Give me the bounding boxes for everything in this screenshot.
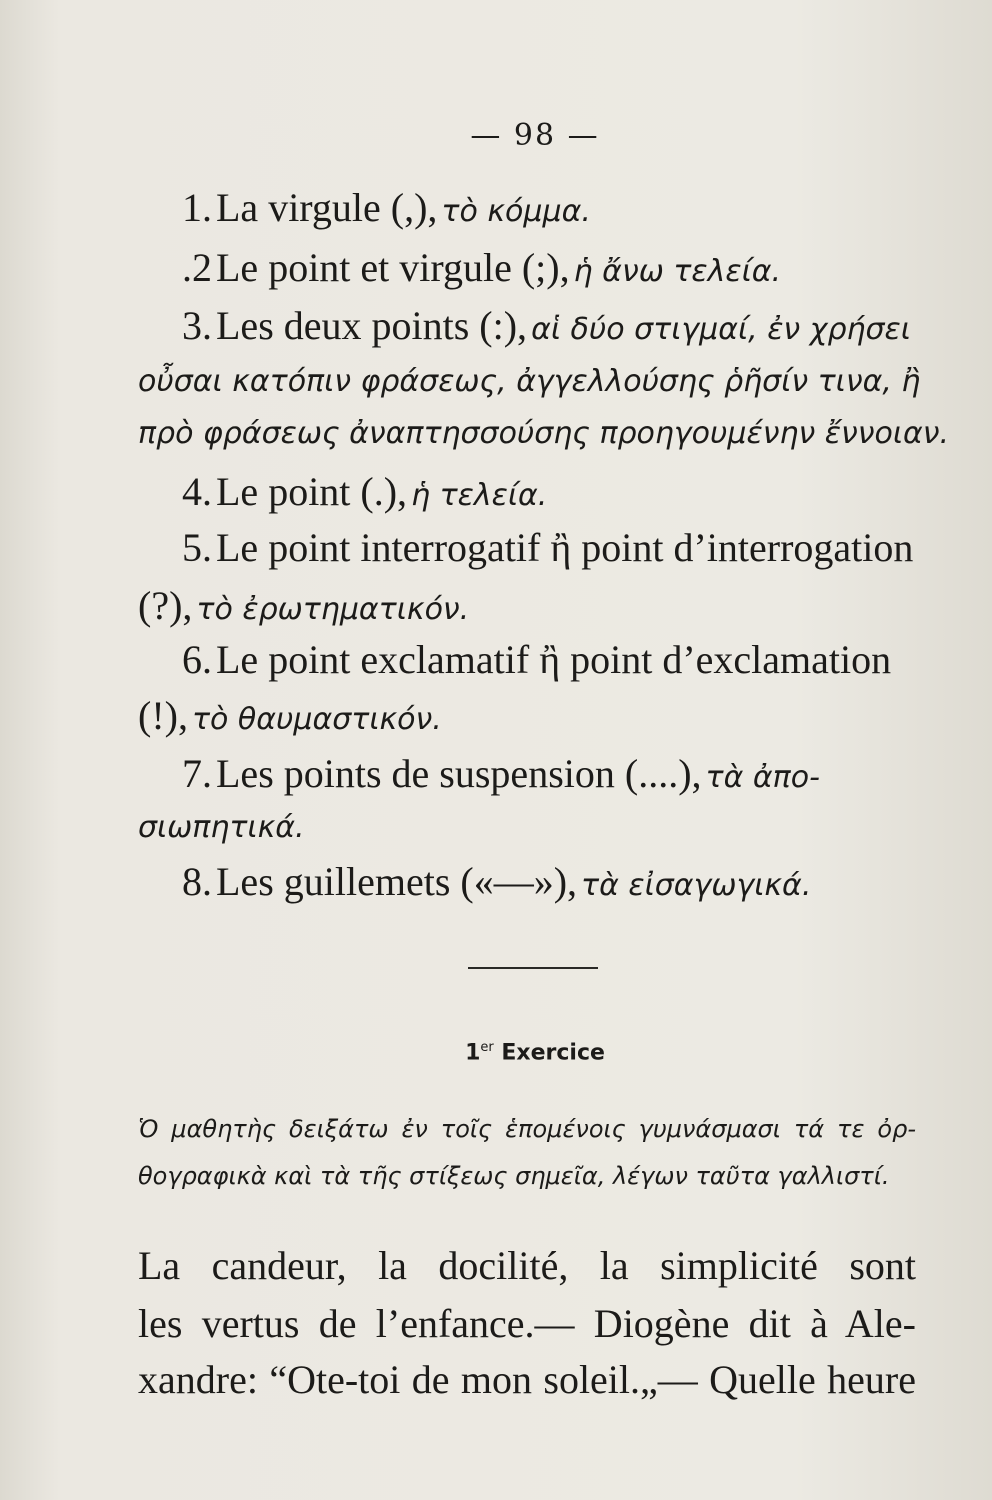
- exercise-instruction: Ὁ μαθητὴς δειξάτω ἐν τοῖς ἑπομένοις γυμνάσμασι τά τε ὀρ-: [138, 1115, 916, 1143]
- item-number: 5.: [182, 525, 212, 570]
- greek-continuation: πρὸ φράσεως ἀναπτησσούσης προηγουμένην ἔννοιαν.: [138, 416, 950, 451]
- list-item: [182, 244, 781, 291]
- list-item: [182, 468, 547, 515]
- exercise-heading: 1er Exercice: [465, 1040, 605, 1066]
- item-number: 7.: [182, 751, 212, 796]
- exercise-text-line: xandre: “Ote-toi de mon soleil.„— Quelle heure: [138, 1357, 916, 1402]
- list-item: [182, 184, 591, 231]
- item-number: 4.: [182, 469, 212, 514]
- list-item: [182, 858, 811, 905]
- item-number: 1.: [182, 185, 212, 230]
- greek-term: αἱ δύο στιγμαί, ἐν χρήσει: [531, 312, 911, 347]
- greek-term: τὰ εἰσαγωγικά.: [581, 868, 812, 903]
- list-item: [182, 302, 911, 349]
- french-term: Les deux points (:),: [216, 303, 528, 348]
- greek-term: τὸ θαυμαστικόν.: [191, 702, 442, 737]
- list-item: [182, 636, 891, 683]
- french-term: Les points de suspension (....),: [216, 751, 702, 796]
- list-item-continuation: (!), τὸ θαυμαστικόν.: [138, 693, 442, 738]
- list-item: [182, 750, 820, 797]
- french-term: Le point et virgule (;),: [216, 245, 570, 290]
- list-item: [182, 524, 913, 571]
- item-number: 8.: [182, 859, 212, 904]
- french-term: Les guillemets («—»),: [216, 859, 578, 904]
- page-number: — 98 —: [470, 118, 600, 153]
- exercise-text-line: les vertus de l’enfance.— Diogène dit à Ale-: [138, 1301, 916, 1346]
- french-term: Le point exclamatif ἢ point d’exclamation: [216, 637, 892, 682]
- greek-continuation: οὖσαι κατόπιν φράσεως, ἀγγελλούσης ῥῆσίν τινα, ἢ: [138, 364, 921, 399]
- section-divider: [468, 967, 598, 969]
- greek-term: ἡ τελεία.: [411, 478, 548, 513]
- item-number: .2: [182, 245, 212, 290]
- french-term: La virgule (,),: [216, 185, 438, 230]
- item-number: 3.: [182, 303, 212, 348]
- greek-term: τὸ ἐρωτηματικόν.: [196, 592, 470, 627]
- exercise-instruction: θογραφικὰ καὶ τὰ τῆς στίξεως σημεῖα, λέγων ταῦτα γαλλιστί.: [138, 1162, 890, 1190]
- greek-term: τὰ ἀπο-: [705, 760, 820, 795]
- french-term: Le point interrogatif ἢ point d’interrogation: [216, 525, 914, 570]
- exercise-text-line: La candeur, la docilité, la simplicité sont: [138, 1243, 916, 1288]
- greek-continuation: σιωπητικά.: [138, 810, 305, 845]
- list-item-continuation: (?), τὸ ἐρωτηματικόν.: [138, 583, 470, 628]
- item-number: 6.: [182, 637, 212, 682]
- french-term: Le point (.),: [216, 469, 408, 514]
- greek-term: ἡ ἄνω τελεία.: [573, 254, 782, 289]
- greek-term: τὸ κόμμα.: [441, 194, 591, 229]
